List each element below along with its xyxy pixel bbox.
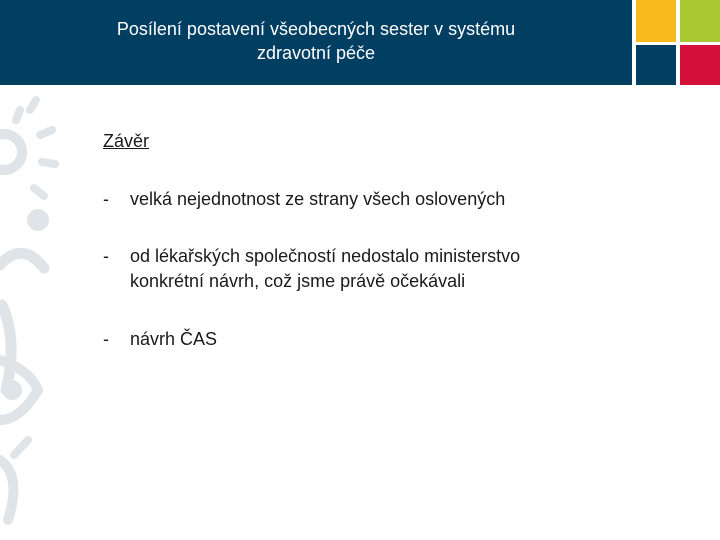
bullet-marker: - [103, 189, 109, 209]
slide-title-line-2: zdravotní péče [256, 43, 376, 63]
slide-title-line-1: Posílení postavení všeobecných sester v systému [116, 19, 516, 39]
brand-tile-green [680, 0, 720, 42]
bullet-text-line-1: od lékařských společností nedostalo ministerstvo [130, 246, 521, 266]
brand-tile-red [680, 45, 720, 85]
brand-tile-blue [636, 45, 676, 85]
section-title: Závěr [103, 131, 150, 151]
slide-title [0, 17, 632, 65]
sun-eye-figure-icon [0, 90, 70, 540]
slide-header [0, 0, 632, 85]
bullet-text [130, 244, 650, 294]
bullet-text: velká nejednotnost ze strany všech oslovených [130, 189, 506, 209]
bullet-marker: - [103, 329, 109, 349]
bullet-marker: - [103, 246, 109, 266]
brand-tile-yellow [636, 0, 676, 42]
bullet-text: návrh ČAS [130, 329, 218, 349]
bullet-text-line-2: konkrétní návrh, což jsme právě očekávali [130, 271, 466, 291]
